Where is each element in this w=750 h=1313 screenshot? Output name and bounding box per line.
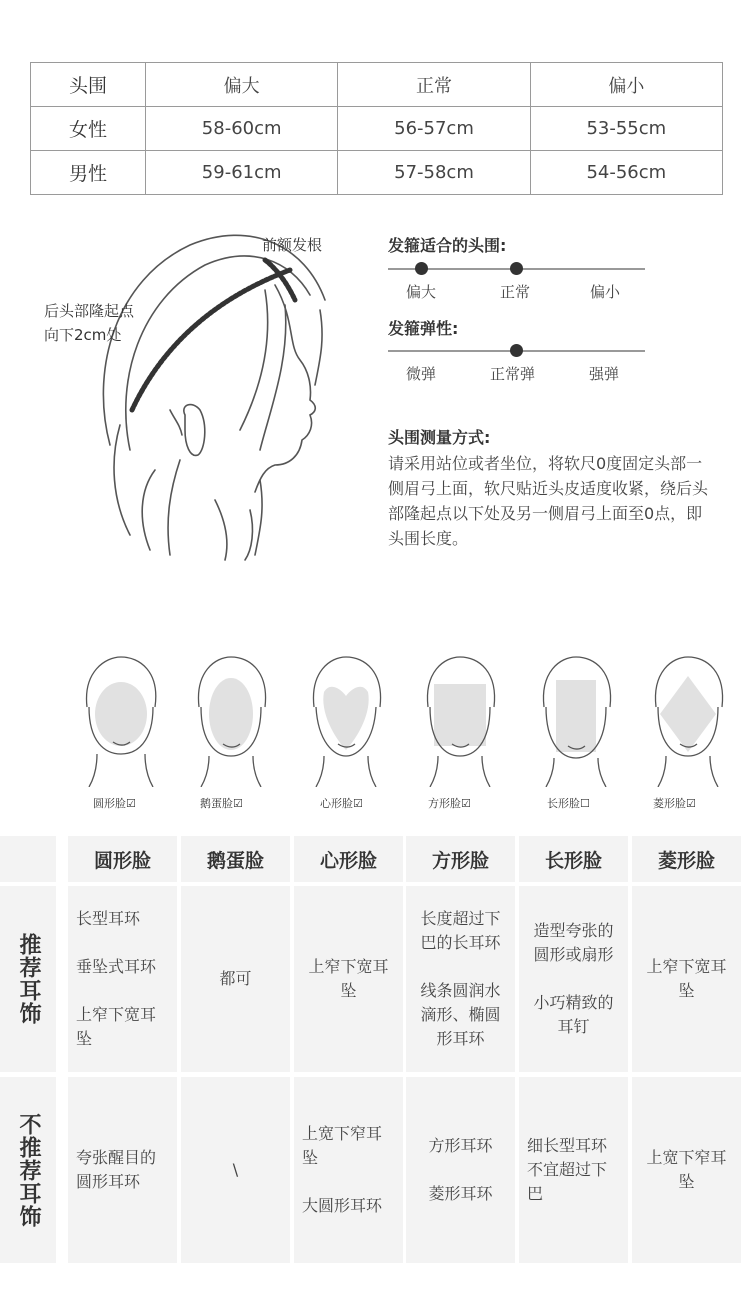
fit-label-large: 偏大 (406, 283, 437, 301)
elasticity-label-normal: 正常弹 (490, 365, 536, 383)
check-icon: ☑ (126, 797, 136, 810)
not-recommend-cell: 上宽下窄耳坠 大圆形耳环 (294, 1077, 403, 1263)
recommend-cell: 上窄下宽耳坠 (632, 886, 741, 1072)
grid-col-header: 鹅蛋脸 (181, 836, 290, 882)
method-text: 请采用站位或者坐位，将软尺0度固定头部一侧眉弓上面，软尺贴近头皮适度收紧，绕后头部隆起点以下处及另一侧眉弓上面至0点，即头围长度。 (388, 454, 709, 548)
grid-col-header: 长形脸 (519, 836, 628, 882)
grid-col-header: 菱形脸 (632, 836, 741, 882)
size-table-header: 偏小 (530, 63, 722, 107)
not-recommend-cell: \ (181, 1077, 290, 1263)
oval-face-illustration (185, 652, 277, 787)
elasticity-label-slight: 微弹 (406, 365, 437, 383)
recommend-cell: 造型夸张的圆形或扇形 小巧精致的耳钉 (519, 886, 628, 1072)
fit-title: 发箍适合的头围: (388, 236, 507, 255)
size-value: 59-61cm (146, 151, 338, 195)
long-face-illustration (530, 652, 622, 787)
face-caption: 心形脸☑ (320, 797, 363, 810)
not-recommend-cell: 方形耳环 菱形耳环 (406, 1077, 515, 1263)
size-table-header: 正常 (338, 63, 530, 107)
face-caption: 圆形脸☑ (93, 797, 136, 810)
head-size-table (30, 62, 723, 195)
round-face-illustration (75, 652, 167, 787)
grid-col-header: 圆形脸 (68, 836, 177, 882)
not-recommend-cell: 细长型耳环不宜超过下巴 (519, 1077, 628, 1263)
back-head-label-line2: 向下2cm处 (44, 326, 122, 344)
fit-label-normal: 正常 (500, 283, 531, 301)
recommend-cell: 长型耳环 垂坠式耳环 上窄下宽耳坠 (68, 886, 177, 1072)
front-hairline-label: 前额发根 (262, 236, 323, 254)
size-value: 57-58cm (338, 151, 530, 195)
check-icon: ☑ (233, 797, 243, 810)
recommend-cell: 长度超过下巴的长耳环 线条圆润水滴形、椭圆形耳环 (406, 886, 515, 1072)
size-value: 58-60cm (146, 107, 338, 151)
size-value: 56-57cm (338, 107, 530, 151)
check-icon: ☑ (353, 797, 363, 810)
fit-dot-large (415, 262, 428, 275)
check-icon: ☑ (461, 797, 471, 810)
heart-face-illustration (300, 652, 392, 787)
face-caption: 鹅蛋脸☑ (200, 797, 243, 810)
square-face-illustration (414, 652, 506, 787)
check-icon: ☑ (686, 797, 696, 810)
fit-label-small: 偏小 (590, 283, 621, 301)
head-measurement-illustration (20, 210, 360, 570)
face-caption: 方形脸☑ (428, 797, 471, 810)
grid-corner (0, 836, 56, 882)
grid-col-header: 心形脸 (294, 836, 403, 882)
back-head-label-line1: 后头部隆起点 (44, 302, 135, 320)
method-title: 头围测量方式: (388, 428, 491, 447)
not-recommend-cell: 上宽下窄耳坠 (632, 1077, 741, 1263)
size-table-row (31, 151, 723, 195)
size-row-label: 男性 (31, 151, 146, 195)
not-recommend-cell: 夸张醒目的圆形耳环 (68, 1077, 177, 1263)
face-caption: 长形脸☐ (547, 797, 590, 810)
fit-dot-normal (510, 262, 523, 275)
not-recommend-row-label: 不推荐耳饰 (0, 1077, 56, 1263)
face-caption: 菱形脸☑ (653, 797, 696, 810)
size-row-label: 女性 (31, 107, 146, 151)
recommend-row-label: 推荐耳饰 (0, 886, 56, 1072)
size-value: 53-55cm (530, 107, 722, 151)
checkbox-empty-icon: ☐ (580, 797, 590, 810)
size-table-header: 头围 (31, 63, 146, 107)
elasticity-label-strong: 强弹 (589, 365, 620, 383)
size-table-header-row (31, 63, 723, 107)
size-value: 54-56cm (530, 151, 722, 195)
recommend-cell: 上窄下宽耳坠 (294, 886, 403, 1072)
size-table-header: 偏大 (146, 63, 338, 107)
diamond-face-illustration (642, 652, 734, 787)
grid-col-header: 方形脸 (406, 836, 515, 882)
recommend-cell: 都可 (181, 886, 290, 1072)
elasticity-dot-normal (510, 344, 523, 357)
size-table-row (31, 107, 723, 151)
elasticity-title: 发箍弹性: (388, 319, 459, 338)
